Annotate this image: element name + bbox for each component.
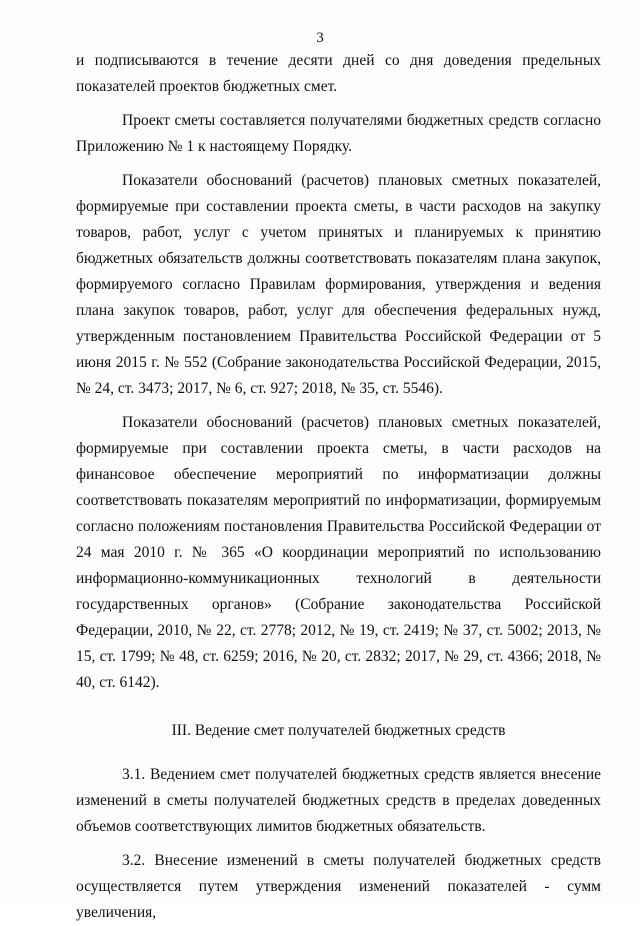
paragraph-continuation: и подписываются в течение десяти дней со дня доведения предельных показателей проектов бюджетных смет. [76, 52, 601, 95]
page-number: 3 [316, 30, 324, 46]
paragraph-informatization-indicators: Показатели обоснований (расчетов) плановых сметных показателей, формируемые при составлении проекта сметы, в части расходов на финансовое обеспечение мероприятий по информатизации должны соответствовать показателям мероприятий по информатизации, формируемым согласно положениям постановления Правительства Российской Федерации от 24 мая 2010 г. № 365 «О координации мероприятий по использованию информационно-коммуникационных технологий в деятельности государственных органов» (Собрание законодательства Российской Федерации, 2010, № 22, ст. 2778; 2012, № 19, ст. 2419; № 37, ст. 5002; 2013, № 15, ст. 1799; № 48, ст. 6259; 2016, № 20, ст. 2832; 2017, № 29, ст. 4366; 2018, № 40, ст. 6142). [76, 414, 601, 691]
paragraph-procurement-indicators: Показатели обоснований (расчетов) плановых сметных показателей, формируемые при составлении проекта сметы, в части расходов на закупку товаров, работ, услуг с учетом принятых и планируемых к принятию бюджетных обязательств должны соответствовать показателям плана закупок, формируемого согласно Правилам формирования, утверждения и ведения плана закупок товаров, работ, услуг для обеспечения федеральных нужд, утвержденным постановлением Правительства Российской Федерации от 5 июня 2015 г. № 552 (Собрание законодательства Российской Федерации, 2015, № 24, ст. 3473; 2017, № 6, ст. 927; 2018, № 35, ст. 5546). [76, 172, 601, 397]
paragraph-estimate-drafting: Проект сметы составляется получателями бюджетных средств согласно Приложению № 1 к настоящему Порядку. [76, 112, 601, 155]
section-heading: III. Ведение смет получателей бюджетных средств [171, 722, 506, 739]
paragraph-3-2: 3.2. Внесение изменений в сметы получателей бюджетных средств осуществляется путем утверждения изменений показателей - сумм увеличения, [76, 852, 601, 921]
paragraph-3-1: 3.1. Ведением смет получателей бюджетных средств является внесение изменений в сметы получателей бюджетных средств в пределах доведенных объемов соответствующих лимитов бюджетных обязательств. [76, 766, 601, 835]
document-body [76, 48, 601, 926]
